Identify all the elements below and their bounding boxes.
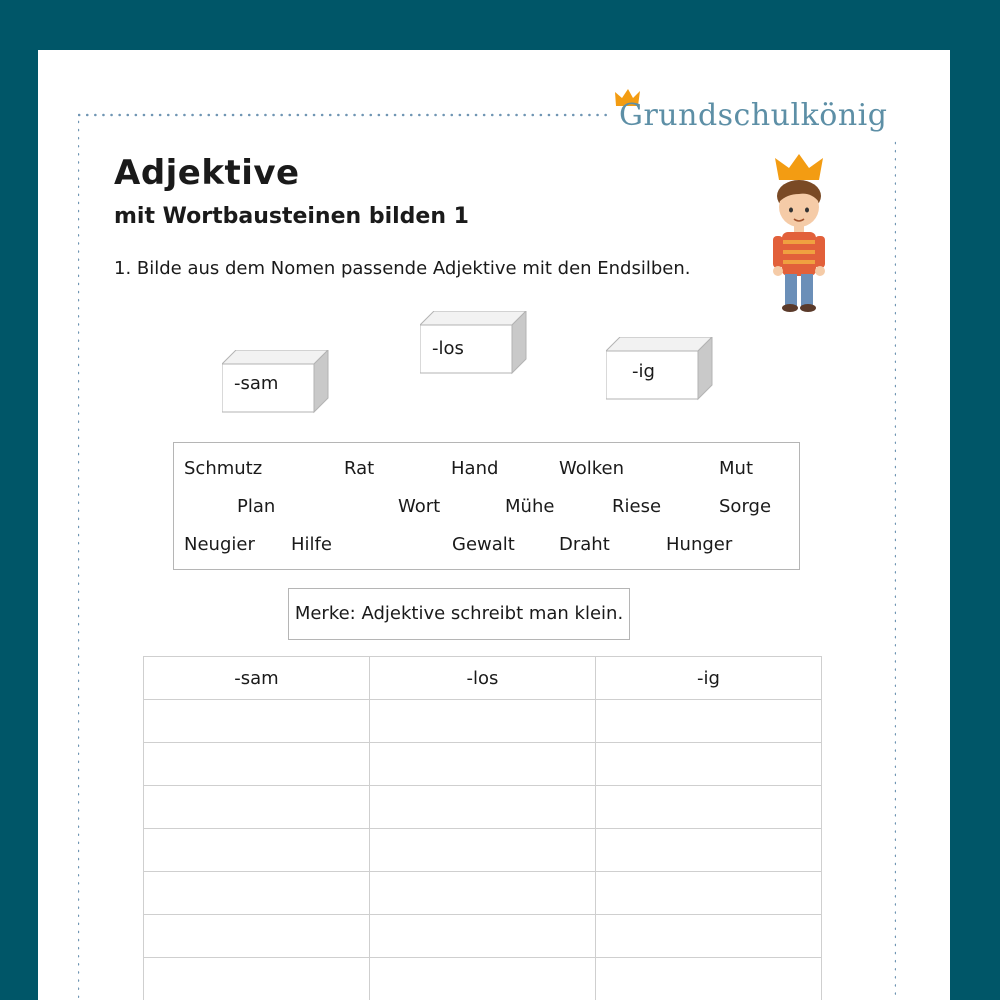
answer-cell[interactable] — [144, 700, 370, 743]
brand-name: Grundschulkönig — [619, 98, 888, 133]
noun-word: Wolken — [559, 458, 625, 479]
noun-word: Mühe — [505, 496, 555, 517]
syllable-label-ig: -ig — [632, 361, 655, 382]
column-header-ig: -ig — [596, 657, 822, 700]
noun-word: Hand — [451, 458, 499, 479]
noun-word: Schmutz — [184, 458, 263, 479]
brand-logo — [613, 86, 913, 136]
answer-cell[interactable] — [370, 700, 596, 743]
answer-cell[interactable] — [370, 872, 596, 915]
answer-cell[interactable] — [596, 915, 822, 958]
noun-word: Neugier — [184, 534, 255, 555]
answer-cell[interactable] — [596, 786, 822, 829]
table-row — [144, 786, 822, 829]
answer-cell[interactable] — [144, 829, 370, 872]
noun-word: Wort — [398, 496, 441, 517]
noun-word-box — [173, 442, 800, 570]
table-row — [144, 872, 822, 915]
syllable-label-los: -los — [432, 338, 464, 359]
answer-table — [143, 656, 822, 1000]
noun-word: Sorge — [719, 496, 772, 517]
answer-cell[interactable] — [370, 829, 596, 872]
page-title: Adjektive — [114, 153, 300, 193]
answer-cell[interactable] — [370, 958, 596, 1000]
table-row — [144, 915, 822, 958]
answer-cell[interactable] — [144, 786, 370, 829]
answer-cell[interactable] — [596, 872, 822, 915]
table-row — [144, 829, 822, 872]
syllable-label-sam: -sam — [234, 373, 279, 394]
answer-cell[interactable] — [144, 743, 370, 786]
table-row — [144, 700, 822, 743]
answer-cell[interactable] — [370, 786, 596, 829]
answer-cell[interactable] — [144, 872, 370, 915]
noun-word: Plan — [237, 496, 276, 517]
column-header-los: -los — [370, 657, 596, 700]
task-instruction: 1. Bilde aus dem Nomen passende Adjektive mit den Endsilben. — [114, 258, 691, 279]
answer-cell[interactable] — [370, 743, 596, 786]
rule-note-box: Merke: Adjektive schreibt man klein. — [288, 588, 630, 640]
boy-with-crown-illustration — [761, 152, 839, 314]
noun-word: Hilfe — [291, 534, 332, 555]
noun-word: Riese — [612, 496, 662, 517]
table-row — [144, 743, 822, 786]
noun-word: Rat — [344, 458, 375, 479]
syllable-block-ig — [606, 337, 716, 401]
noun-word: Draht — [559, 534, 610, 555]
answer-cell[interactable] — [596, 700, 822, 743]
table-header-row — [144, 657, 822, 700]
column-header-sam: -sam — [144, 657, 370, 700]
worksheet — [38, 50, 950, 1000]
crown-icon — [775, 154, 823, 180]
answer-cell[interactable] — [596, 743, 822, 786]
noun-word: Hunger — [666, 534, 733, 555]
page-subtitle: mit Wortbausteinen bilden 1 — [114, 204, 469, 229]
answer-cell[interactable] — [596, 829, 822, 872]
noun-word: Mut — [719, 458, 753, 479]
answer-cell[interactable] — [144, 958, 370, 1000]
answer-cell[interactable] — [596, 958, 822, 1000]
answer-cell[interactable] — [370, 915, 596, 958]
answer-cell[interactable] — [144, 915, 370, 958]
table-row — [144, 958, 822, 1000]
noun-word: Gewalt — [452, 534, 515, 555]
